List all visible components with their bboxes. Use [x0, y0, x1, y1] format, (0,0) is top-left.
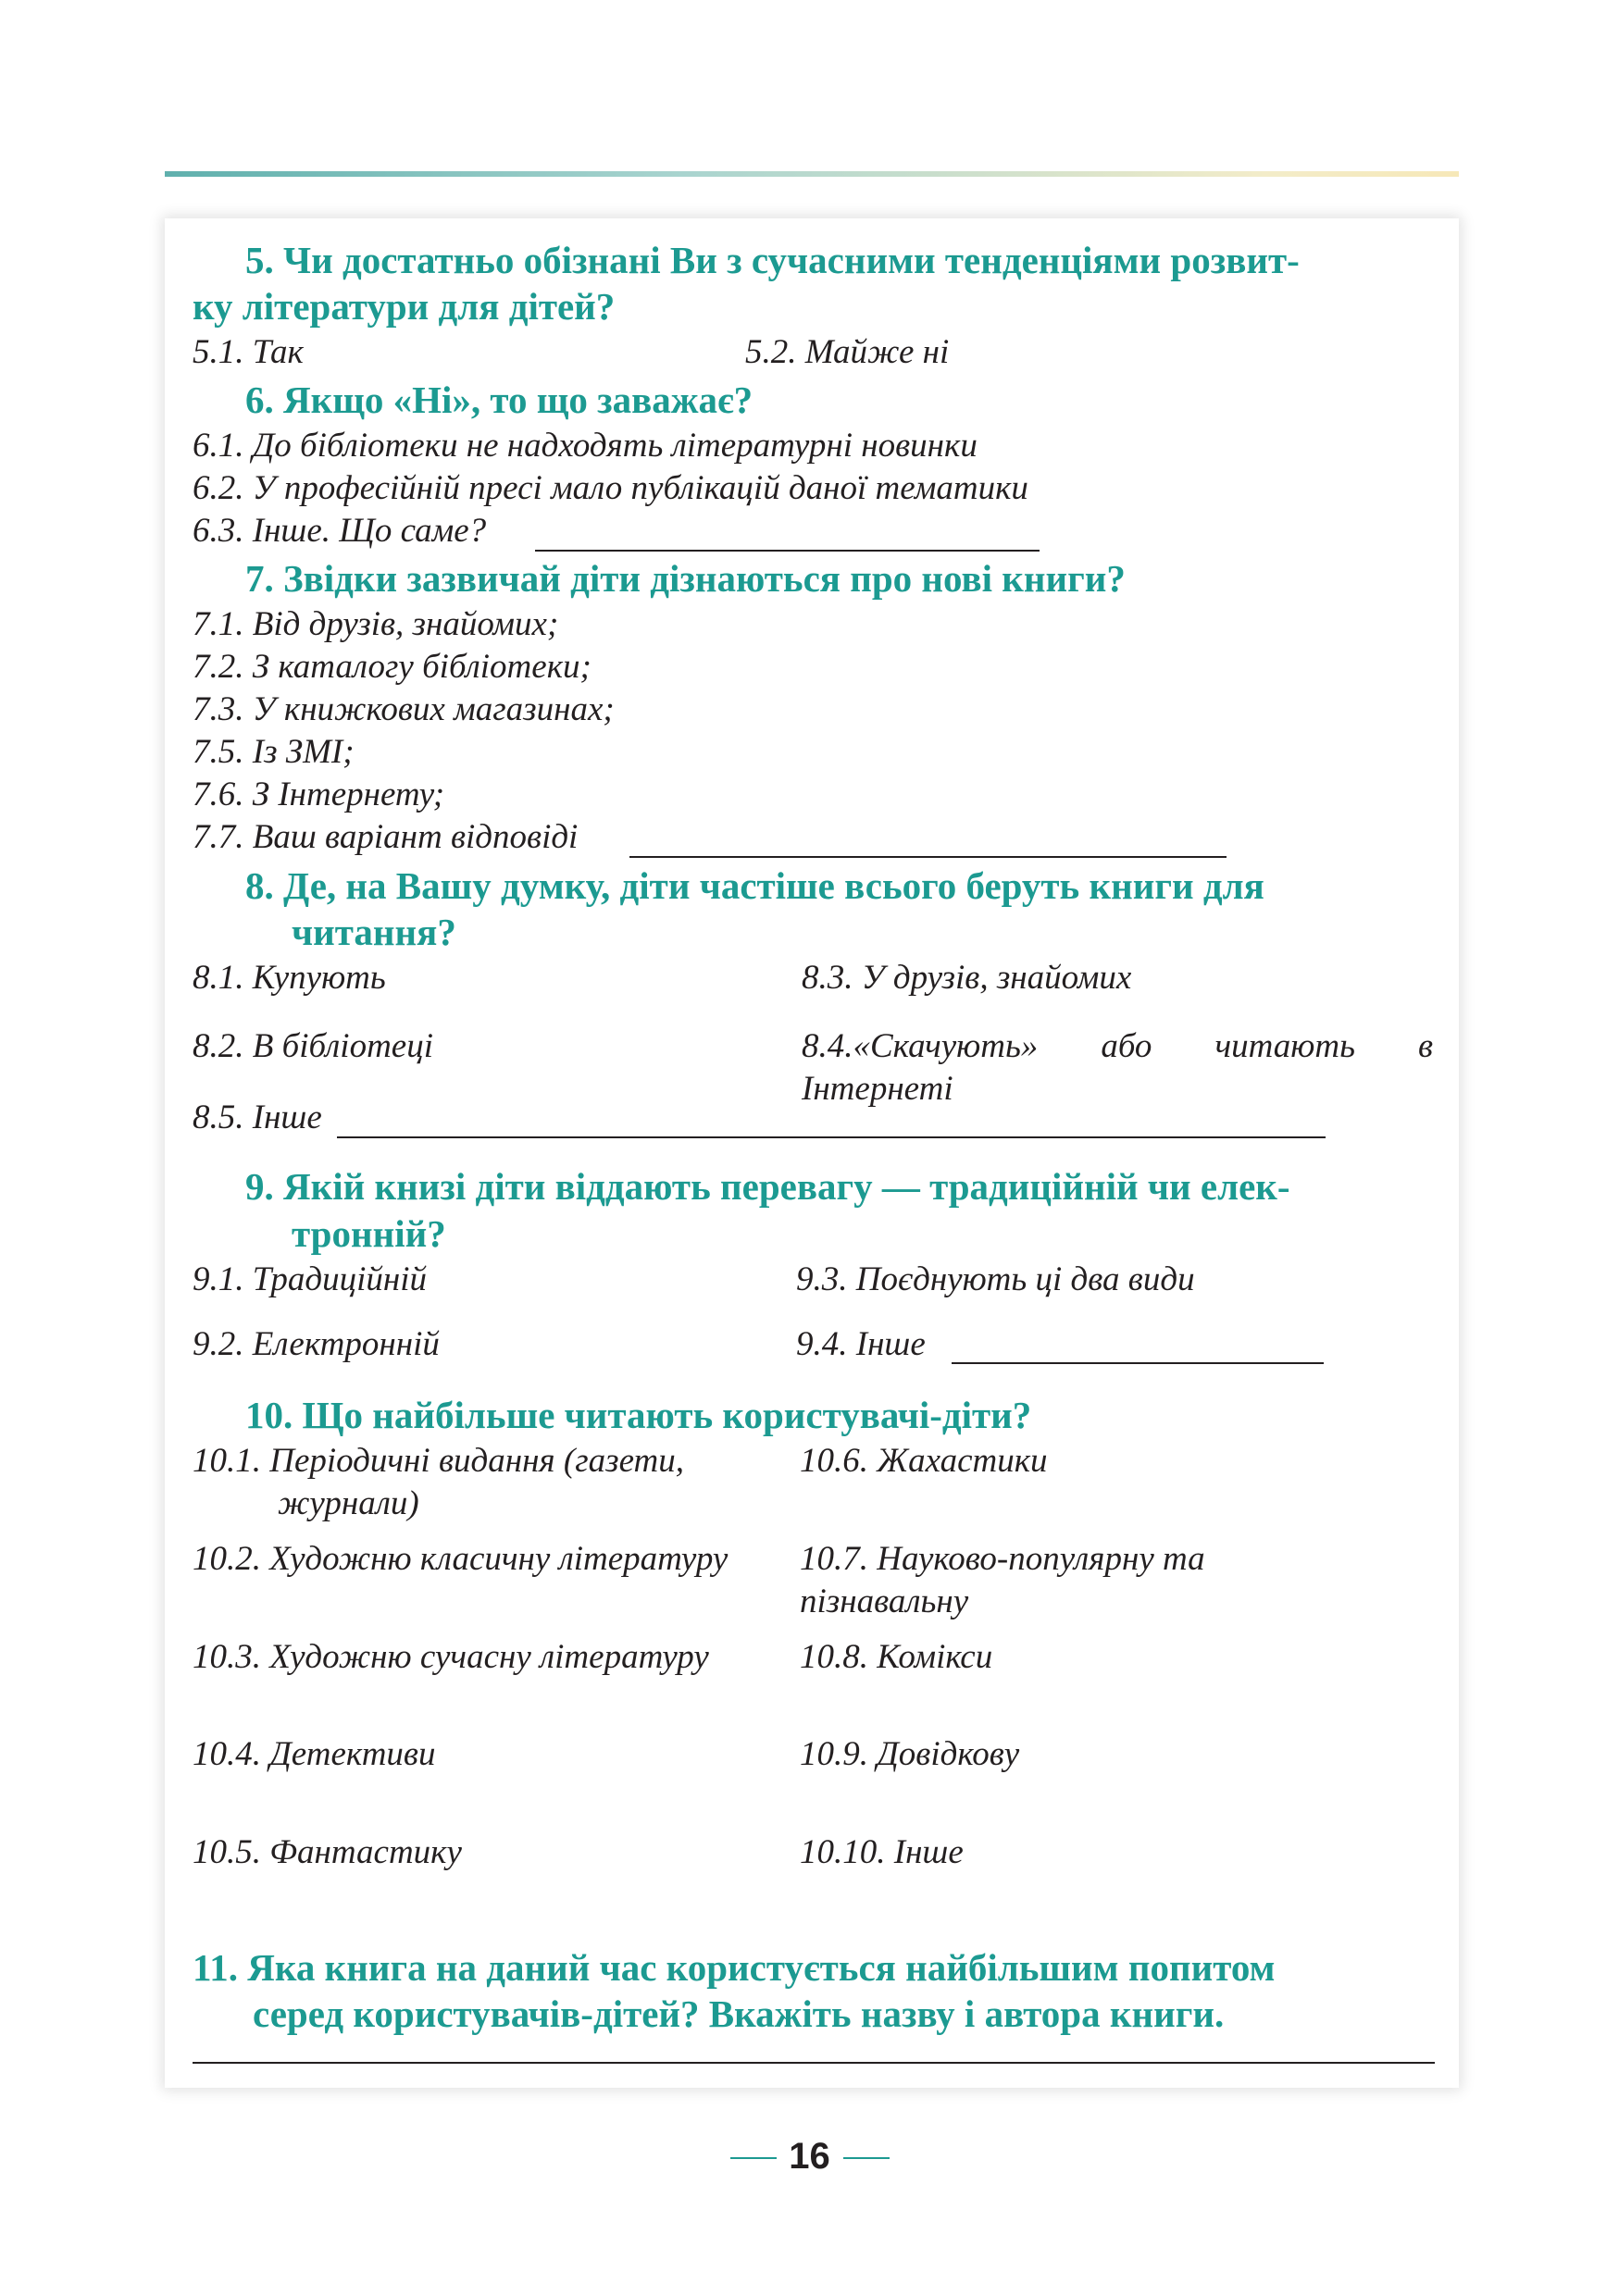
q8-title-line1 — [245, 863, 1433, 909]
q7-option-3[interactable]: 7.3. У книжкових магазинах; — [193, 690, 615, 728]
q5-option-1[interactable]: 5.1. Так — [193, 333, 304, 371]
q8-option-1[interactable]: 8.1. Купують — [193, 959, 386, 997]
q7-option-6[interactable]: 7.6. З Інтернету; — [193, 776, 445, 813]
q11-title-line1: 11. Яка книга на даний час користується найбільшим попитом — [193, 1946, 1276, 1989]
q11-title-line2: серед користувачів-дітей? Вкажіть назву і автора книги. — [253, 1992, 1225, 2035]
q5-option-2[interactable]: 5.2. Майже ні — [745, 333, 950, 371]
q8-option-5[interactable]: 8.5. Інше — [193, 1098, 322, 1136]
q10-option-8[interactable]: 10.8. Комікси — [800, 1638, 993, 1676]
q8-answer-line[interactable] — [337, 1136, 1326, 1138]
q10-option-4[interactable]: 10.4. Детективи — [193, 1735, 436, 1773]
q6-answer-line[interactable] — [535, 550, 1040, 552]
q5-title-line2: ку літератури для дітей? — [193, 285, 616, 328]
page-number-dash-right — [843, 2157, 890, 2159]
q6-option-2[interactable]: 6.2. У професійній пресі мало публікацій даної тематики — [193, 469, 1028, 507]
q11-answer-line[interactable] — [193, 2062, 1435, 2064]
q9-answer-line[interactable] — [952, 1362, 1324, 1364]
q10-option-10[interactable]: 10.10. Інше — [800, 1833, 964, 1871]
q6-option-3[interactable]: 6.3. Інше. Що саме? — [193, 512, 487, 550]
q6-title: 6. Якщо «Ні», то що заважає? — [245, 379, 753, 421]
q8-option-4-word: 8.4.«Скачують» — [802, 1027, 1039, 1065]
q7-option-5[interactable]: 7.5. Із ЗМІ; — [193, 733, 355, 771]
q10-option-7-line2: пізнавальну — [800, 1582, 969, 1620]
page-number: 16 — [789, 2136, 830, 2177]
q10-option-1-line2: журнали) — [278, 1484, 419, 1522]
q7-option-1[interactable]: 7.1. Від друзів, знайомих; — [193, 605, 559, 643]
q10-option-3[interactable]: 10.3. Художню сучасну літературу — [193, 1638, 709, 1676]
q8-title-text: 8. Де, на Вашу думку, діти частіше всього беруть книги для — [245, 864, 1264, 907]
q10-option-7[interactable]: 10.7. Науково-популярну та — [800, 1540, 1205, 1578]
header-rule — [165, 171, 1459, 177]
q10-option-5[interactable]: 10.5. Фантастику — [193, 1833, 462, 1871]
q10-title: 10. Що найбільше читають користувачі-діти? — [245, 1394, 1032, 1436]
q10-option-9[interactable]: 10.9. Довідкову — [800, 1735, 1020, 1773]
q9-title-line1 — [245, 1163, 1433, 1210]
questionnaire-card — [165, 218, 1459, 2088]
q9-option-2[interactable]: 9.2. Електронній — [193, 1325, 440, 1363]
q9-option-1[interactable]: 9.1. Традиційній — [193, 1260, 428, 1298]
q8-option-2[interactable]: 8.2. В бібліотеці — [193, 1027, 434, 1065]
q9-option-3[interactable]: 9.3. Поєднують ці два види — [796, 1260, 1195, 1298]
q8-option-4-word: або — [1101, 1027, 1152, 1065]
q8-option-4-word: в — [1417, 1027, 1433, 1065]
q9-option-4[interactable]: 9.4. Інше — [796, 1325, 926, 1363]
q9-title-line2: тронній? — [292, 1212, 446, 1255]
q10-option-2[interactable]: 10.2. Художню класичну літературу — [193, 1540, 729, 1578]
q7-answer-line[interactable] — [629, 856, 1227, 858]
q7-option-2[interactable]: 7.2. З каталогу бібліотеки; — [193, 648, 592, 686]
q6-option-1[interactable]: 6.1. До бібліотеки не надходять літературні новинки — [193, 427, 978, 465]
q5-title-line1 — [245, 237, 1433, 283]
q10-option-1[interactable]: 10.1. Періодичні видання (газети, — [193, 1442, 684, 1480]
q7-option-7[interactable]: 7.7. Ваш варіант відповіді — [193, 818, 579, 856]
q9-title-text: 9. Якій книзі діти віддають перевагу — традиційній чи елек- — [245, 1165, 1290, 1208]
q5-title-text: 5. Чи достатньо обізнані Ви з сучасними тенденціями розвит- — [245, 239, 1300, 281]
q8-option-3[interactable]: 8.3. У друзів, знайомих — [802, 959, 1132, 997]
q8-option-4-line2: Інтернеті — [802, 1070, 953, 1108]
q8-option-4[interactable] — [802, 1025, 1433, 1068]
q7-title: 7. Звідки зазвичай діти дізнаються про нові книги? — [245, 557, 1126, 600]
q8-option-4-word: читають — [1214, 1027, 1355, 1065]
q10-option-6[interactable]: 10.6. Жахастики — [800, 1442, 1048, 1480]
q8-title-line2: читання? — [292, 911, 456, 953]
